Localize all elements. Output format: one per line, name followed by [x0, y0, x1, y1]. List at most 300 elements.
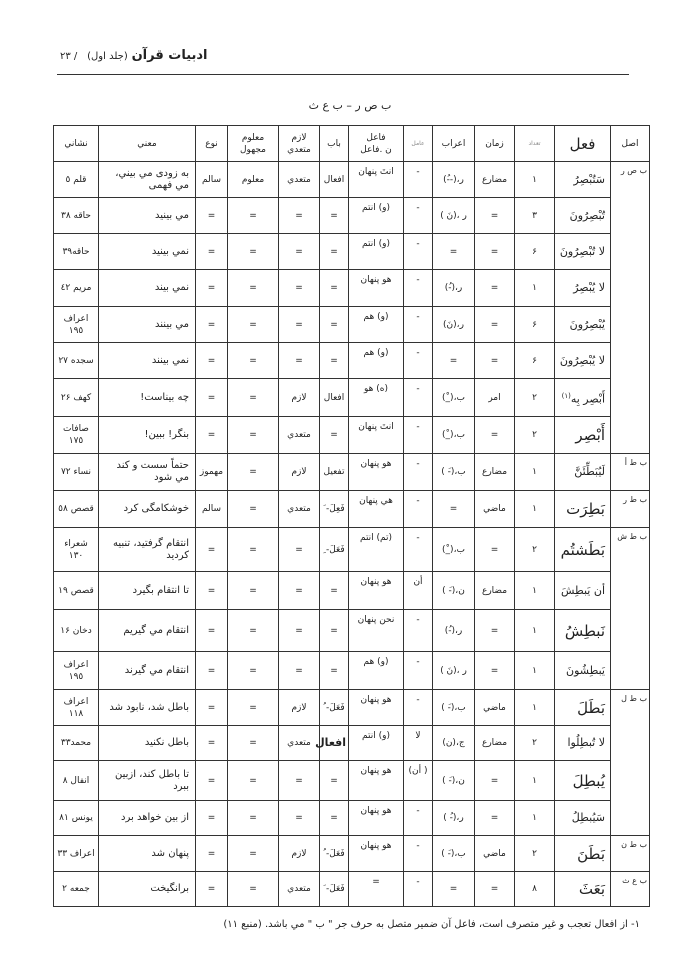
transitivity-cell: متعدي	[279, 417, 320, 454]
header-rule	[57, 74, 629, 75]
tense-cell: =	[475, 307, 515, 343]
case-cell: ر ،(نَ )	[433, 198, 475, 234]
verb-cell	[555, 836, 611, 872]
voice-cell: معلوم	[228, 162, 279, 198]
count-cell: ١	[515, 801, 555, 836]
governor-cell: -	[404, 491, 433, 528]
count-cell: ٢	[515, 726, 555, 761]
meaning-cell: تا باطل كند، ازبين ببرد	[99, 761, 196, 801]
voice-cell: =	[228, 610, 279, 652]
subject-cell: هو پنهان	[349, 801, 404, 836]
subject-cell: انتَ پنهان	[349, 417, 404, 454]
tense-cell: ماضي	[475, 690, 515, 726]
subject-cell: هو پنهان	[349, 761, 404, 801]
table-row	[54, 652, 650, 690]
subject-cell: انتَ پنهان	[349, 162, 404, 198]
col-amel: عامل	[404, 126, 433, 162]
table-row	[54, 198, 650, 234]
type-cell: سالم	[196, 162, 228, 198]
count-cell: ٢	[515, 379, 555, 417]
verb-text: لا يُبْصِرُ	[573, 281, 605, 294]
case-cell: =	[433, 872, 475, 907]
reference-cell: انفال ٨	[54, 761, 99, 801]
type-cell: =	[196, 572, 228, 610]
col-neshani: نشاني	[54, 126, 99, 162]
count-cell: ١	[515, 491, 555, 528]
verb-text: بَطِرَت	[566, 500, 605, 518]
pattern-cell: فَعَلَ- ُ	[320, 836, 349, 872]
pattern-cell: تفعيل	[320, 454, 349, 491]
verb-cell	[555, 690, 611, 726]
type-cell: =	[196, 198, 228, 234]
type-cell: =	[196, 761, 228, 801]
count-cell: ۶	[515, 234, 555, 270]
verb-text: أَبْصِر	[575, 426, 605, 444]
subject-cell: هو پنهان	[349, 572, 404, 610]
transitivity-cell: لازم	[279, 836, 320, 872]
count-cell: ۶	[515, 307, 555, 343]
transitivity-cell: متعدي	[279, 726, 320, 761]
type-cell: =	[196, 726, 228, 761]
transitivity-cell: لازم	[279, 379, 320, 417]
table-row	[54, 836, 650, 872]
voice-cell: =	[228, 234, 279, 270]
voice-cell: =	[228, 454, 279, 491]
running-header	[60, 48, 208, 63]
subject-cell: هو پنهان	[349, 836, 404, 872]
tense-cell: =	[475, 198, 515, 234]
governor-cell: -	[404, 379, 433, 417]
reference-cell: دخان ١۶	[54, 610, 99, 652]
verb-cell	[555, 801, 611, 836]
governor-cell: -	[404, 836, 433, 872]
verb-cell	[555, 726, 611, 761]
voice-cell: =	[228, 801, 279, 836]
count-cell: ١	[515, 690, 555, 726]
case-cell: =	[433, 234, 475, 270]
col-naw: نوع	[196, 126, 228, 162]
tense-cell: =	[475, 872, 515, 907]
subject-cell: (و) انتم	[349, 726, 404, 761]
root-cell: ب ع ث	[611, 872, 650, 907]
table-row	[54, 801, 650, 836]
case-cell: ن،(-َ )	[433, 572, 475, 610]
table-row	[54, 454, 650, 491]
col-malum-line2: مجهول	[240, 144, 266, 155]
subject-cell: (و) هم	[349, 652, 404, 690]
pattern-cell: فَعَلَ- ُ	[320, 690, 349, 726]
table-row	[54, 417, 650, 454]
subject-cell: هو پنهان	[349, 690, 404, 726]
verb-text: يُبطِلَ	[572, 771, 605, 790]
col-zaman: زمان	[475, 126, 515, 162]
case-cell: ج،(ن)	[433, 726, 475, 761]
pattern-cell: =	[320, 801, 349, 836]
col-asl: اصل	[611, 126, 650, 162]
tense-cell: امر	[475, 379, 515, 417]
type-cell: =	[196, 872, 228, 907]
tense-cell: =	[475, 234, 515, 270]
col-lazem-line1: لازم	[291, 132, 307, 143]
verb-table	[53, 125, 650, 907]
tense-cell: مضارع	[475, 454, 515, 491]
count-cell: ٨	[515, 872, 555, 907]
pattern-cell: =	[320, 234, 349, 270]
reference-cell: اعراف ٣٣	[54, 836, 99, 872]
case-cell: =	[433, 343, 475, 379]
governor-cell: -	[404, 270, 433, 307]
transitivity-cell: متعدي	[279, 162, 320, 198]
pattern-cell: =	[320, 572, 349, 610]
meaning-cell: حتماً سست و كند مي شود	[99, 454, 196, 491]
verb-text: أن يَبطِشَ	[560, 583, 605, 597]
voice-cell: =	[228, 761, 279, 801]
count-cell: ١	[515, 610, 555, 652]
pattern-cell: =	[320, 610, 349, 652]
governor-cell: -	[404, 610, 433, 652]
voice-cell: =	[228, 872, 279, 907]
meaning-cell: نمي بيند	[99, 270, 196, 307]
meaning-cell: برانگيخت	[99, 872, 196, 907]
governor-cell: -	[404, 234, 433, 270]
verb-text: يُبْصِرُونَ	[569, 317, 605, 331]
type-cell: =	[196, 307, 228, 343]
table-row	[54, 307, 650, 343]
table-row	[54, 872, 650, 907]
transitivity-cell: =	[279, 343, 320, 379]
governor-cell: -	[404, 690, 433, 726]
reference-cell: نساء ٧٢	[54, 454, 99, 491]
governor-cell: -	[404, 417, 433, 454]
transitivity-cell: لازم	[279, 454, 320, 491]
subject-cell: (و) هم	[349, 343, 404, 379]
voice-cell: =	[228, 198, 279, 234]
subject-cell: (و) انتم	[349, 198, 404, 234]
reference-cell: جمعه ٢	[54, 872, 99, 907]
roots-title: ب ص ر – ب ع ث	[308, 99, 392, 112]
meaning-cell: مي بينند	[99, 307, 196, 343]
meaning-cell: باطل نكنيد	[99, 726, 196, 761]
transitivity-cell: =	[279, 652, 320, 690]
governor-cell: أن	[404, 572, 433, 610]
count-cell: ۶	[515, 343, 555, 379]
voice-cell: =	[228, 417, 279, 454]
type-cell: =	[196, 417, 228, 454]
subject-cell: =	[349, 872, 404, 907]
count-cell: ١	[515, 572, 555, 610]
type-cell: =	[196, 234, 228, 270]
meaning-cell: مي بينيد	[99, 198, 196, 234]
governor-cell: ( أن)	[404, 761, 433, 801]
type-cell: =	[196, 343, 228, 379]
case-cell: ب،(-َ )	[433, 836, 475, 872]
case-cell: ن،(-َ )	[433, 761, 475, 801]
count-cell: ١	[515, 270, 555, 307]
reference-cell: يونس ٨١	[54, 801, 99, 836]
voice-cell: =	[228, 528, 279, 572]
subject-cell: (تم) انتم	[349, 528, 404, 572]
meaning-cell: پنهان شد	[99, 836, 196, 872]
root-cell: ب ط أ	[611, 454, 650, 491]
case-cell: ر ،(نَ )	[433, 652, 475, 690]
tense-cell: =	[475, 761, 515, 801]
voice-cell: =	[228, 307, 279, 343]
transitivity-cell: =	[279, 270, 320, 307]
transitivity-cell: =	[279, 761, 320, 801]
col-erab: اعراب	[433, 126, 475, 162]
volume-label: (جلد اول)	[87, 51, 128, 62]
pattern-cell: فَعِلَ- َ	[320, 491, 349, 528]
type-cell: =	[196, 690, 228, 726]
case-cell: ر،(--ُ)	[433, 162, 475, 198]
reference-cell: قصص ٥٨	[54, 491, 99, 528]
transitivity-cell: =	[279, 198, 320, 234]
table-row	[54, 761, 650, 801]
reference-cell: صافات ١٧٥	[54, 417, 99, 454]
case-cell: ب،(-َ )	[433, 690, 475, 726]
count-cell: ٢	[515, 528, 555, 572]
pattern-cell: =	[320, 198, 349, 234]
voice-cell: =	[228, 491, 279, 528]
pattern-cell: =	[320, 307, 349, 343]
voice-cell: =	[228, 379, 279, 417]
verb-text: سَتُبْصِرُ	[573, 172, 605, 186]
voice-cell: =	[228, 343, 279, 379]
root-cell: ب ط ن	[611, 836, 650, 872]
count-cell: ٢	[515, 417, 555, 454]
transitivity-cell: =	[279, 801, 320, 836]
verb-cell	[555, 491, 611, 528]
count-cell: ١	[515, 761, 555, 801]
verb-text: لا تُبْصِرُونَ	[559, 244, 605, 258]
tense-cell: ماضي	[475, 491, 515, 528]
pattern-cell: =	[320, 652, 349, 690]
verb-cell	[555, 162, 611, 198]
reference-cell: شعراء ١٣٠	[54, 528, 99, 572]
case-cell: ر،(-ُ)	[433, 270, 475, 307]
governor-cell: -	[404, 343, 433, 379]
reference-cell: حاقه٣٩	[54, 234, 99, 270]
table-row	[54, 162, 650, 198]
verb-text: نَبطِشُ	[564, 621, 605, 640]
meaning-cell: انتقام مي گيرند	[99, 652, 196, 690]
col-count: تعداد	[515, 126, 555, 162]
transitivity-cell: =	[279, 610, 320, 652]
table-row	[54, 726, 650, 761]
table-row	[54, 572, 650, 610]
type-cell: =	[196, 528, 228, 572]
table-row	[54, 491, 650, 528]
root-cell: ب ط ر	[611, 491, 650, 528]
tense-cell: مضارع	[475, 572, 515, 610]
subject-cell: (و) انتم	[349, 234, 404, 270]
tense-cell: =	[475, 343, 515, 379]
reference-cell: قلم ٥	[54, 162, 99, 198]
case-cell: ب،(_ْ)	[433, 417, 475, 454]
subject-cell: (و) هم	[349, 307, 404, 343]
verb-cell	[555, 343, 611, 379]
reference-cell: حاقه ٣٨	[54, 198, 99, 234]
meaning-cell: نمي بينيد	[99, 234, 196, 270]
subject-cell: نحن پنهان	[349, 610, 404, 652]
verb-text: بَعَثَ	[578, 880, 605, 898]
type-cell: مهموز	[196, 454, 228, 491]
reference-cell: محمد٣٣	[54, 726, 99, 761]
governor-cell: -	[404, 454, 433, 491]
case-cell: ب،(_ْ)	[433, 528, 475, 572]
tense-cell: ماضي	[475, 836, 515, 872]
verb-cell	[555, 652, 611, 690]
verb-cell	[555, 198, 611, 234]
case-cell: =	[433, 491, 475, 528]
col-bab: باب	[320, 126, 349, 162]
governor-cell: -	[404, 652, 433, 690]
tense-cell: =	[475, 801, 515, 836]
meaning-cell: خوشكامگی كرد	[99, 491, 196, 528]
subject-cell: هي پنهان	[349, 491, 404, 528]
transitivity-cell: =	[279, 528, 320, 572]
transitivity-cell: متعدي	[279, 491, 320, 528]
col-fel: فعل	[555, 126, 611, 162]
footnote: ١- از افعال تعجب و غير متصرف است، فاعل آن ضمير متصل به حرف جر " ب " مي باشد. (منبع ١١)	[223, 919, 640, 930]
reference-cell: اعراف ١٩٥	[54, 652, 99, 690]
meaning-cell: باطل شد، نابود شد	[99, 690, 196, 726]
reference-cell: كهف ٢۶	[54, 379, 99, 417]
verb-text: أَبْصِر بِه	[570, 392, 605, 406]
subject-cell: هو پنهان	[349, 270, 404, 307]
verb-cell	[555, 610, 611, 652]
col-lazem	[279, 126, 320, 162]
root-cell: ب ط ل	[611, 690, 650, 836]
count-cell: ٢	[515, 836, 555, 872]
governor-cell: -	[404, 801, 433, 836]
col-malum	[228, 126, 279, 162]
page-number: / ٢٣	[60, 51, 78, 62]
root-cell: ب ط ش	[611, 528, 650, 690]
pattern-cell: =	[320, 761, 349, 801]
subject-cell: هو پنهان	[349, 454, 404, 491]
voice-cell: =	[228, 726, 279, 761]
verb-cell	[555, 234, 611, 270]
table-row	[54, 379, 650, 417]
table-row	[54, 234, 650, 270]
governor-cell: -	[404, 307, 433, 343]
verb-cell	[555, 528, 611, 572]
col-faal-line1: فاعل	[366, 132, 386, 143]
transitivity-cell: =	[279, 307, 320, 343]
pattern-cell: افعال	[320, 162, 349, 198]
voice-cell: =	[228, 652, 279, 690]
governor-cell: -	[404, 162, 433, 198]
meaning-cell: چه بيناست!	[99, 379, 196, 417]
case-cell: ب،(_ْ)	[433, 379, 475, 417]
reference-cell: سجده ٢٧	[54, 343, 99, 379]
verb-cell	[555, 454, 611, 491]
count-cell: ١	[515, 162, 555, 198]
col-faal	[349, 126, 404, 162]
tense-cell: =	[475, 652, 515, 690]
reference-cell: قصص ١٩	[54, 572, 99, 610]
verb-text: لا تُبطِلُوا	[567, 736, 605, 749]
case-cell: ب،(-َ )	[433, 454, 475, 491]
verb-cell	[555, 379, 611, 417]
verb-text: يَبطِشُونَ	[566, 663, 605, 677]
governor-cell: لا	[404, 726, 433, 761]
pattern-cell: افعال	[320, 379, 349, 417]
root-cell: ب ص ر	[611, 162, 650, 454]
verb-cell	[555, 572, 611, 610]
table-row	[54, 528, 650, 572]
verb-text: بَطَلَ	[577, 698, 605, 717]
meaning-cell: انتقام گرفتيد، تنبيه كرديد	[99, 528, 196, 572]
tense-cell: =	[475, 610, 515, 652]
count-cell: ٣	[515, 198, 555, 234]
tense-cell: مضارع	[475, 162, 515, 198]
col-faal-line2: ن .فاعل	[360, 144, 392, 155]
case-cell: ر،(نَ)	[433, 307, 475, 343]
verb-cell	[555, 307, 611, 343]
meaning-cell: تا انتقام بگيرد	[99, 572, 196, 610]
verb-text: بَطَشتُم	[560, 540, 605, 559]
count-cell: ١	[515, 652, 555, 690]
governor-cell: -	[404, 198, 433, 234]
footnote-marker: (١)	[561, 391, 571, 400]
case-cell: ر،(-ُ )	[433, 801, 475, 836]
type-cell: =	[196, 801, 228, 836]
reference-cell: مريم ٤٢	[54, 270, 99, 307]
table-header-row	[54, 126, 650, 162]
type-cell: سالم	[196, 491, 228, 528]
verb-cell	[555, 270, 611, 307]
verb-text: بَطَنَ	[577, 844, 605, 863]
transitivity-cell: =	[279, 234, 320, 270]
col-lazem-line2: متعدي	[287, 144, 311, 155]
table-row	[54, 270, 650, 307]
verb-cell	[555, 417, 611, 454]
type-cell: =	[196, 270, 228, 307]
voice-cell: =	[228, 572, 279, 610]
verb-text: لَيُبَطِّئَنَّ	[574, 465, 605, 478]
transitivity-cell: لازم	[279, 690, 320, 726]
col-malum-line1: معلوم	[241, 132, 265, 143]
col-mani: معني	[99, 126, 196, 162]
verb-cell	[555, 872, 611, 907]
voice-cell: =	[228, 270, 279, 307]
verb-text: تُبْصِرُونَ	[569, 208, 605, 222]
pattern-cell: =	[320, 343, 349, 379]
tense-cell: مضارع	[475, 726, 515, 761]
voice-cell: =	[228, 690, 279, 726]
meaning-cell: انتقام مي گيريم	[99, 610, 196, 652]
meaning-cell: به زودی مي بيني، مي فهمی	[99, 162, 196, 198]
type-cell: =	[196, 610, 228, 652]
reference-cell: اعراف ١٩٥	[54, 307, 99, 343]
subject-cell: (ه) هو	[349, 379, 404, 417]
tense-cell: =	[475, 270, 515, 307]
governor-cell: -	[404, 528, 433, 572]
table-row	[54, 343, 650, 379]
pattern-cell: فَعَلَ- َ	[320, 872, 349, 907]
table-row	[54, 690, 650, 726]
book-title: ادبيات قرآن	[131, 48, 208, 63]
type-cell: =	[196, 379, 228, 417]
table-row	[54, 610, 650, 652]
meaning-cell: نمي بينند	[99, 343, 196, 379]
type-cell: =	[196, 836, 228, 872]
verb-text: لا يُبْصِرُونَ	[559, 353, 605, 367]
case-cell: ر،(-ُ)	[433, 610, 475, 652]
voice-cell: =	[228, 836, 279, 872]
